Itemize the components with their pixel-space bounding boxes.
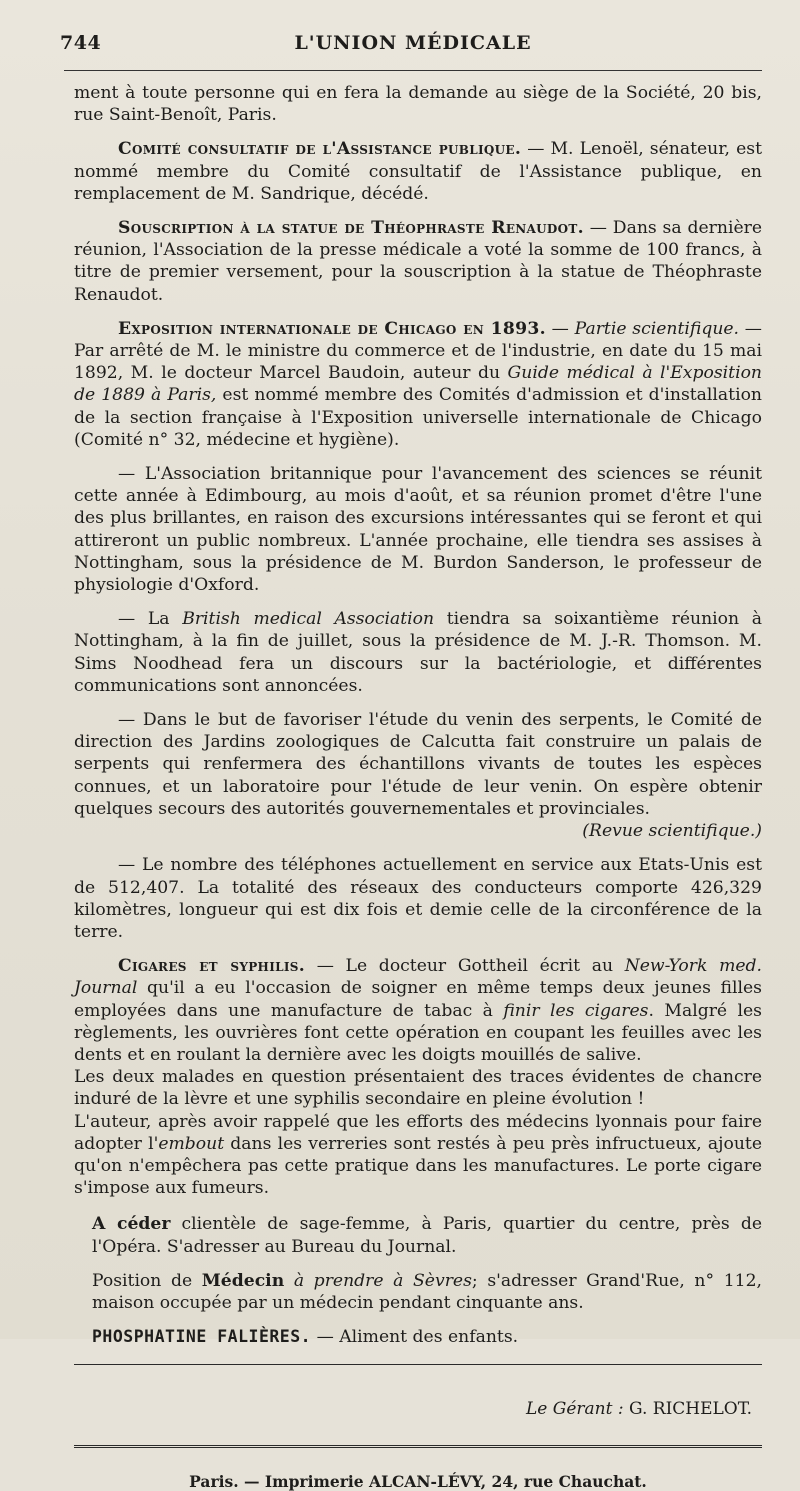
ad-text: clientèle de sage-femme, à Paris, quartier du centre, près de l'Opéra. S'adresser au Bureau du Journal.	[92, 1214, 763, 1257]
paragraph-text: . Malgré les règlements, les ouvrières font cette opération en coupant les feuilles avec les dents et en roulant la dernière avec les doigts mouillés de salive.	[74, 1000, 762, 1065]
printer-line	[74, 1472, 762, 1491]
ad-keyword: Médecin	[201, 1270, 285, 1291]
section-heading: Comité consultatif de l'Assistance publique.	[118, 139, 522, 160]
paragraph-text: — Le docteur Gottheil écrit au	[305, 956, 625, 977]
paragraph-text: — L'Association britannique pour l'avancement des sciences se réunit cette année à Edimbourg, au mois d'août, et sa réunion promet d'être l'une des plus brillantes, en raison des excursions intéressantes qui se feront et qui attireront un public nombreux. L'année prochaine, elle tiendra ses assises à Nottingham, sous la présidence de M. Burdon Sanderson, le professeur de physiologie d'Oxford.	[74, 464, 762, 596]
ad-text: ; s'adresser Grand'Rue, n° 112, maison occupée par un médecin pendant cinquante ans.	[92, 1270, 762, 1313]
paragraph-text: est nommé membre des Comités d'admission et d'installation de la section française à l'Exposition universelle internationale de Chicago (Comité n° 32, médecine et hygiène).	[74, 385, 762, 450]
paragraph-text: tiendra sa soixantième réunion à Nottingham, à la fin de juillet, sous la présidence de M. J.-R. Thomson. M. Sims Noodhead fera un discours sur la bactériologie, et différentes communications sont annoncées.	[74, 609, 763, 696]
page-number: 744	[60, 32, 102, 54]
ad-text: — Aliment des enfants.	[311, 1327, 519, 1348]
finir-les-cigares: finir les cigares	[503, 1000, 649, 1021]
paragraph-text: — Dans le but de favoriser l'étude du venin des serpents, le Comité de direction des Jardins zoologiques de Calcutta fait construire un palais de serpents qui renfermera des échantillons vivants de toutes les espèces connues, et un laboratoire pour l'étude de leur venin. On espère obtenir quelques secours des autorités gouvernementales et provinciales.	[74, 710, 762, 819]
section-heading: Souscription à la statue de Théophraste Renaudot.	[118, 218, 584, 239]
paragraph-text: — Par arrêté de M. le ministre du commerce et de l'industrie, en date du 15 mai 1892, M. le docteur Marcel Baudoin, auteur du	[74, 318, 762, 384]
embout-word: embout	[158, 1133, 225, 1154]
journal-title: L'UNION MÉDICALE	[294, 32, 532, 54]
ad-phosphatine	[92, 1326, 762, 1348]
gerant-signature	[74, 1399, 752, 1419]
paragraph-text: — M. Lenoël, sénateur, est nommé membre du Comité consultatif de l'Assistance publique, en remplacement de M. Sandrique, décédé.	[74, 139, 762, 204]
source-citation: (Revue scientifique.)	[582, 821, 762, 842]
paragraph-text: dans les verreries sont restés à peu près infructueux, ajoute qu'on n'empêchera pas cette pratique dans les manufactures. Le porte cigare s'impose aux fumeurs.	[74, 1133, 762, 1199]
printer-text: — Imprimerie ALCAN-LÉVY, 24, rue Chauchat.	[238, 1472, 647, 1491]
paragraph-telephones	[74, 854, 762, 943]
divider-rule	[74, 1364, 762, 1365]
paragraph-comite	[74, 138, 762, 205]
dash: —	[545, 318, 575, 339]
ad-sage-femme	[92, 1213, 762, 1257]
paragraph-association-britannique	[74, 463, 762, 596]
paragraph-souscription	[74, 217, 762, 306]
partie-scientifique: Partie scientifique.	[574, 318, 740, 339]
ad-medecin-sevres	[92, 1270, 762, 1314]
paragraph-text: — La	[118, 609, 183, 630]
printer-city: Paris.	[189, 1472, 239, 1491]
ad-brand: PHOSPHATINE FALIÈRES.	[92, 1327, 312, 1347]
section-heading: Cigares et syphilis.	[118, 956, 306, 977]
gerant-name: G. RICHELOT.	[623, 1399, 752, 1420]
ad-location: à prendre à Sèvres	[284, 1270, 472, 1291]
section-heading: Exposition internationale de Chicago en 1893.	[118, 318, 546, 339]
bma-name: British medical Association	[182, 609, 435, 630]
paragraph-text: Les deux malades en question présentaient des traces évidentes de chancre induré de la lèvre et une syphilis secondaire en pleine évolution !	[74, 1067, 762, 1110]
paragraph-text: — Le nombre des téléphones actuellement en service aux Etats-Unis est de 512,407. La totalité des réseaux des conducteurs comporte 426,329 kilomètres, longueur qui est dix fois et demie celle de la circonférence de la terre.	[74, 855, 762, 942]
paragraph-auteur	[74, 1111, 762, 1200]
paragraph-exposition	[74, 318, 762, 451]
paragraph-text: — Dans sa dernière réunion, l'Association de la presse médicale a voté la somme de 100 francs, à titre de premier versement, pour la souscription à la statue de Théophraste Renaudot.	[74, 218, 763, 305]
paragraph-cigares	[74, 955, 762, 1066]
journal-name: New-York med. Journal	[74, 956, 762, 999]
ad-keyword: A céder	[92, 1214, 171, 1235]
article-body	[74, 82, 762, 1348]
page-header	[60, 30, 762, 71]
gerant-label: Le Gérant :	[526, 1399, 624, 1420]
footer-double-rule	[74, 1445, 762, 1448]
paragraph-text: L'auteur, après avoir rappelé que les efforts des médecins lyonnais pour faire adopter l'	[74, 1111, 762, 1154]
paragraph-bma	[74, 608, 762, 697]
advertisements	[74, 1213, 762, 1348]
paragraph-text: ment à toute personne qui en fera la demande au siège de la Société, 20 bis, rue Saint-Benoît, Paris.	[74, 83, 762, 126]
paragraph-text: qu'il a eu l'occasion de soigner en même temps deux jeunes filles employées dans une manufacture de tabac à	[74, 978, 762, 1021]
guide-title: Guide médical à l'Exposition de 1889 à Paris,	[74, 363, 762, 406]
paragraph-malades	[74, 1066, 762, 1110]
paragraph-serpents	[74, 709, 762, 820]
paragraph-societe	[74, 82, 762, 126]
ad-text: Position de	[92, 1270, 202, 1291]
